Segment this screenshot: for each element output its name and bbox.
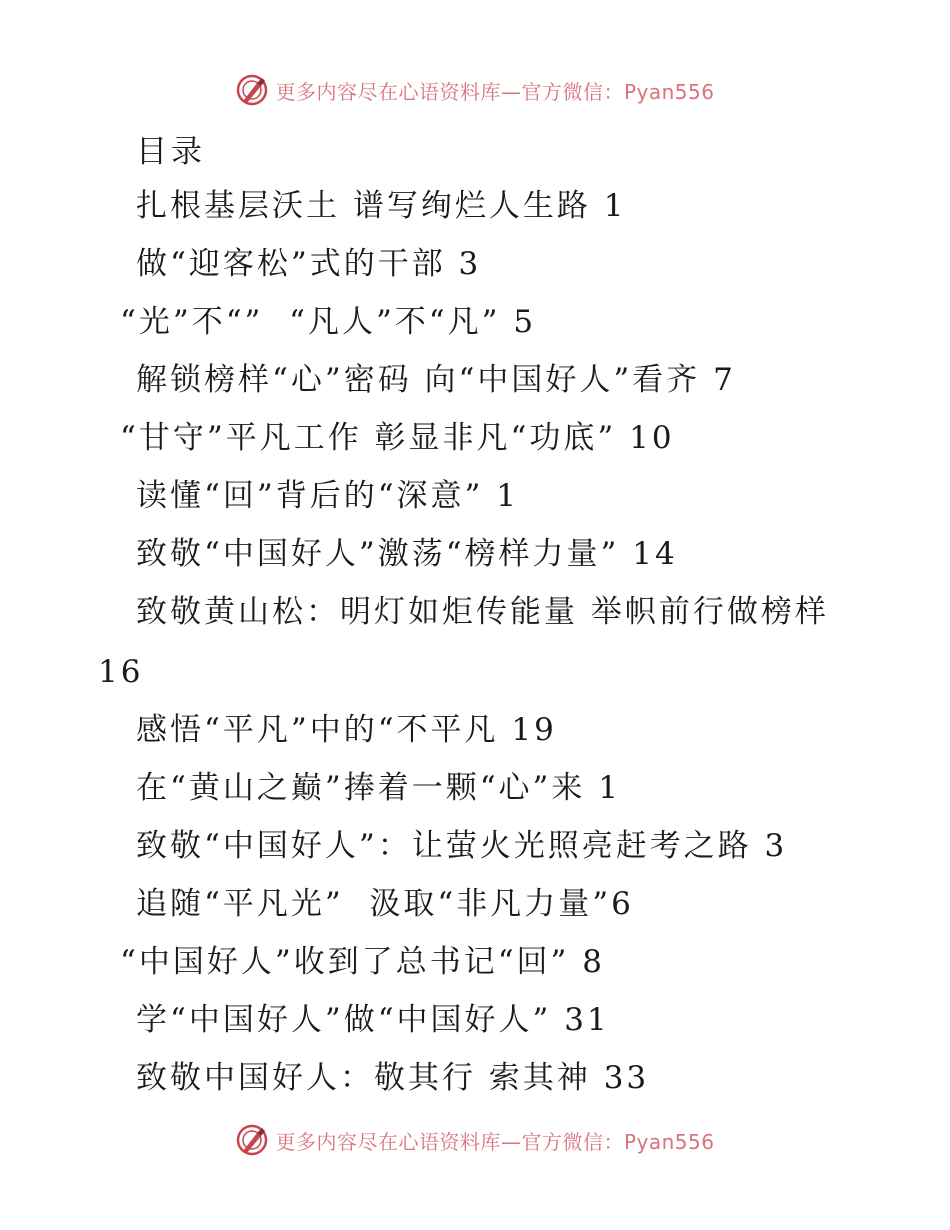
toc-entry: 在“黄山之巅”捧着一颗“心”来 1 [136,770,621,806]
pen-logo-icon [235,1123,269,1157]
toc-entry: “光”不“” “凡人”不“凡” 5 [120,304,537,340]
toc-entry: 致敬黄山松：明灯如炬传能量 举帜前行做榜样 [136,594,829,630]
toc-entry: 追随“平凡光” 汲取“非凡力量”6 [136,886,634,922]
toc-title: 目录 [136,134,206,170]
pen-logo-icon [235,73,269,107]
footer-banner [0,1120,950,1160]
header-banner [0,70,950,110]
toc-entry: 学“中国好人”做“中国好人” 31 [136,1002,610,1038]
toc-entry: 做“迎客松”式的干部 3 [136,246,482,282]
banner-text: 更多内容尽在心语资料库—官方微信：Pyan556 [275,79,715,104]
toc-entry: “中国好人”收到了总书记“回” 8 [120,944,605,980]
toc-entry: 感悟“平凡”中的“不平凡 19 [136,712,557,748]
toc-entry: 致敬中国好人：敬其行 索其神 33 [136,1060,650,1096]
toc-entry: “甘守”平凡工作 彰显非凡“功底” 10 [120,420,675,456]
toc-entry: 致敬“中国好人”激荡“榜样力量” 14 [136,536,678,572]
toc-entry: 读懂“回”背后的“深意” 1 [136,478,519,514]
toc-entry: 解锁榜样“心”密码 向“中国好人”看齐 7 [136,362,736,398]
toc-entry-wrap: 16 [98,654,144,690]
banner-text: 更多内容尽在心语资料库—官方微信：Pyan556 [275,1129,715,1154]
toc-entry: 扎根基层沃土 谱写绚烂人生路 1 [136,188,627,224]
toc-entry: 致敬“中国好人”：让萤火光照亮赶考之路 3 [136,828,788,864]
